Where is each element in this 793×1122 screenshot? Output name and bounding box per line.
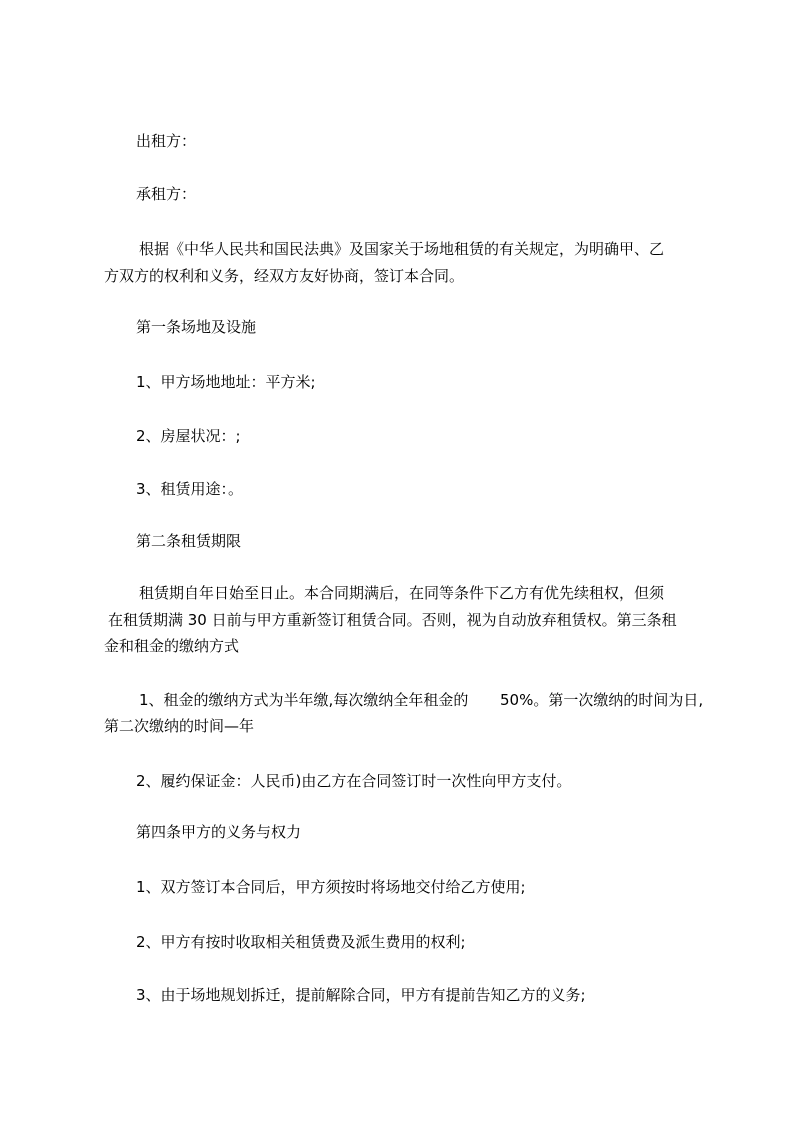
article3-item1-line-1a: 1、租金的缴纳方式为半年缴,每次缴纳全年租金的 (139, 691, 469, 709)
article3-item1-line-2: 第二次缴纳的时间—年 (104, 717, 255, 735)
article1-item-2: 2、房屋状况：; (136, 427, 241, 445)
lessor-label: 出租方： (136, 132, 197, 150)
article4-item-1: 1、双方签订本合同后，甲方须按时将场地交付给乙方使用; (136, 878, 526, 896)
article4-title: 第四条甲方的义务与权力 (136, 823, 302, 841)
article1-item-3: 3、租赁用途：。 (136, 480, 244, 498)
article3-item-2: 2、履约保证金：人民币)由乙方在合同签订时一次性向甲方支付。 (136, 772, 572, 790)
lessee-label: 承租方： (136, 185, 197, 203)
preamble-line-2: 方双方的权利和义务，经双方友好协商，签订本合同。 (104, 267, 465, 285)
article4-item-2: 2、甲方有按时收取相关租赁费及派生费用的权利; (136, 933, 466, 951)
article1-item-1: 1、甲方场地地址：平方米; (136, 373, 316, 391)
article1-title: 第一条场地及设施 (136, 318, 257, 336)
preamble-line-1: 根据《中华人民共和国民法典》及国家关于场地租赁的有关规定，为明确甲、乙 (139, 240, 665, 258)
article4-item-3: 3、由于场地规划拆迁，提前解除合同，甲方有提前告知乙方的义务; (136, 986, 586, 1004)
article2-body-line-2: 在租赁期满 30 日前与甲方重新签订租赁合同。否则，视为自动放弃租赁权。第三条租 (108, 611, 677, 629)
article2-title: 第二条租赁期限 (136, 532, 242, 550)
article2-body-line-3: 金和租金的缴纳方式 (104, 637, 240, 655)
article3-item1-line-1b: 50%。第一次缴纳的时间为日, (500, 691, 704, 709)
article2-body-line-1: 租赁期自年日始至日止。本合同期满后，在同等条件下乙方有优先续租权，但须 (139, 584, 665, 602)
